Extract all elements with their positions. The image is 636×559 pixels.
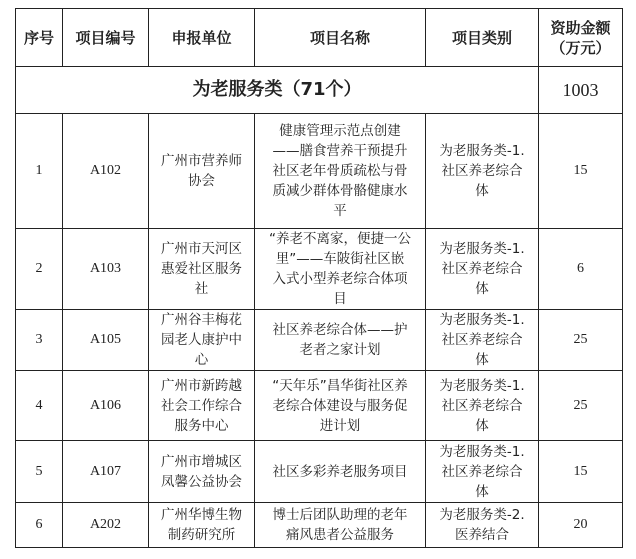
header-row xyxy=(16,9,623,67)
project-type: 为老服务类-1. 社区养老综合 体 xyxy=(426,229,539,310)
category-amount: 1003 xyxy=(539,67,623,114)
applicant-unit: 广州市增城区 凤馨公益协会 xyxy=(149,441,255,503)
project-name: “天年乐”昌华街社区养 老综合体建设与服务促 进计划 xyxy=(255,371,426,441)
category-name: 为老服务类（71个） xyxy=(16,67,539,114)
row-number: 5 xyxy=(16,441,63,503)
row-number: 4 xyxy=(16,371,63,441)
project-name: 社区养老综合体——护 老者之家计划 xyxy=(255,310,426,371)
funding-amount: 25 xyxy=(539,310,623,371)
project-type: 为老服务类-1. 社区养老综合 体 xyxy=(426,441,539,503)
funding-amount: 15 xyxy=(539,441,623,503)
project-code: A102 xyxy=(63,114,149,229)
project-code: A106 xyxy=(63,371,149,441)
project-table xyxy=(15,8,623,548)
table-row xyxy=(16,441,623,503)
header-code: 项目编号 xyxy=(63,9,149,67)
row-number: 3 xyxy=(16,310,63,371)
applicant-unit: 广州市营养师 协会 xyxy=(149,114,255,229)
project-code: A107 xyxy=(63,441,149,503)
project-type: 为老服务类-1. 社区养老综合 体 xyxy=(426,371,539,441)
table-row xyxy=(16,310,623,371)
project-name: “养老不离家，便捷一公 里”——车陂街社区嵌 入式小型养老综合体项 目 xyxy=(255,229,426,310)
header-name: 项目名称 xyxy=(255,9,426,67)
table-row xyxy=(16,503,623,548)
category-row xyxy=(16,67,623,114)
header-no: 序号 xyxy=(16,9,63,67)
row-number: 2 xyxy=(16,229,63,310)
applicant-unit: 广州华博生物 制药研究所 xyxy=(149,503,255,548)
table-row xyxy=(16,114,623,229)
funding-amount: 20 xyxy=(539,503,623,548)
applicant-unit: 广州市新跨越 社会工作综合 服务中心 xyxy=(149,371,255,441)
project-code: A202 xyxy=(63,503,149,548)
header-unit: 申报单位 xyxy=(149,9,255,67)
project-code: A105 xyxy=(63,310,149,371)
funding-amount: 25 xyxy=(539,371,623,441)
project-name: 博士后团队助理的老年 痛风患者公益服务 xyxy=(255,503,426,548)
project-code: A103 xyxy=(63,229,149,310)
header-type: 项目类别 xyxy=(426,9,539,67)
row-number: 6 xyxy=(16,503,63,548)
table-row xyxy=(16,371,623,441)
project-type: 为老服务类-1. 社区养老综合 体 xyxy=(426,310,539,371)
row-number: 1 xyxy=(16,114,63,229)
header-amount: 资助金额 （万元） xyxy=(539,9,623,67)
applicant-unit: 广州市天河区 惠爱社区服务 社 xyxy=(149,229,255,310)
project-name: 社区多彩养老服务项目 xyxy=(255,441,426,503)
project-type: 为老服务类-1. 社区养老综合 体 xyxy=(426,114,539,229)
table-row xyxy=(16,229,623,310)
project-type: 为老服务类-2. 医养结合 xyxy=(426,503,539,548)
applicant-unit: 广州谷丰梅花 园老人康护中 心 xyxy=(149,310,255,371)
funding-amount: 6 xyxy=(539,229,623,310)
project-name: 健康管理示范点创建 ——膳食营养干预提升 社区老年骨质疏松与骨 质减少群体骨骼健康水 平 xyxy=(255,114,426,229)
funding-amount: 15 xyxy=(539,114,623,229)
